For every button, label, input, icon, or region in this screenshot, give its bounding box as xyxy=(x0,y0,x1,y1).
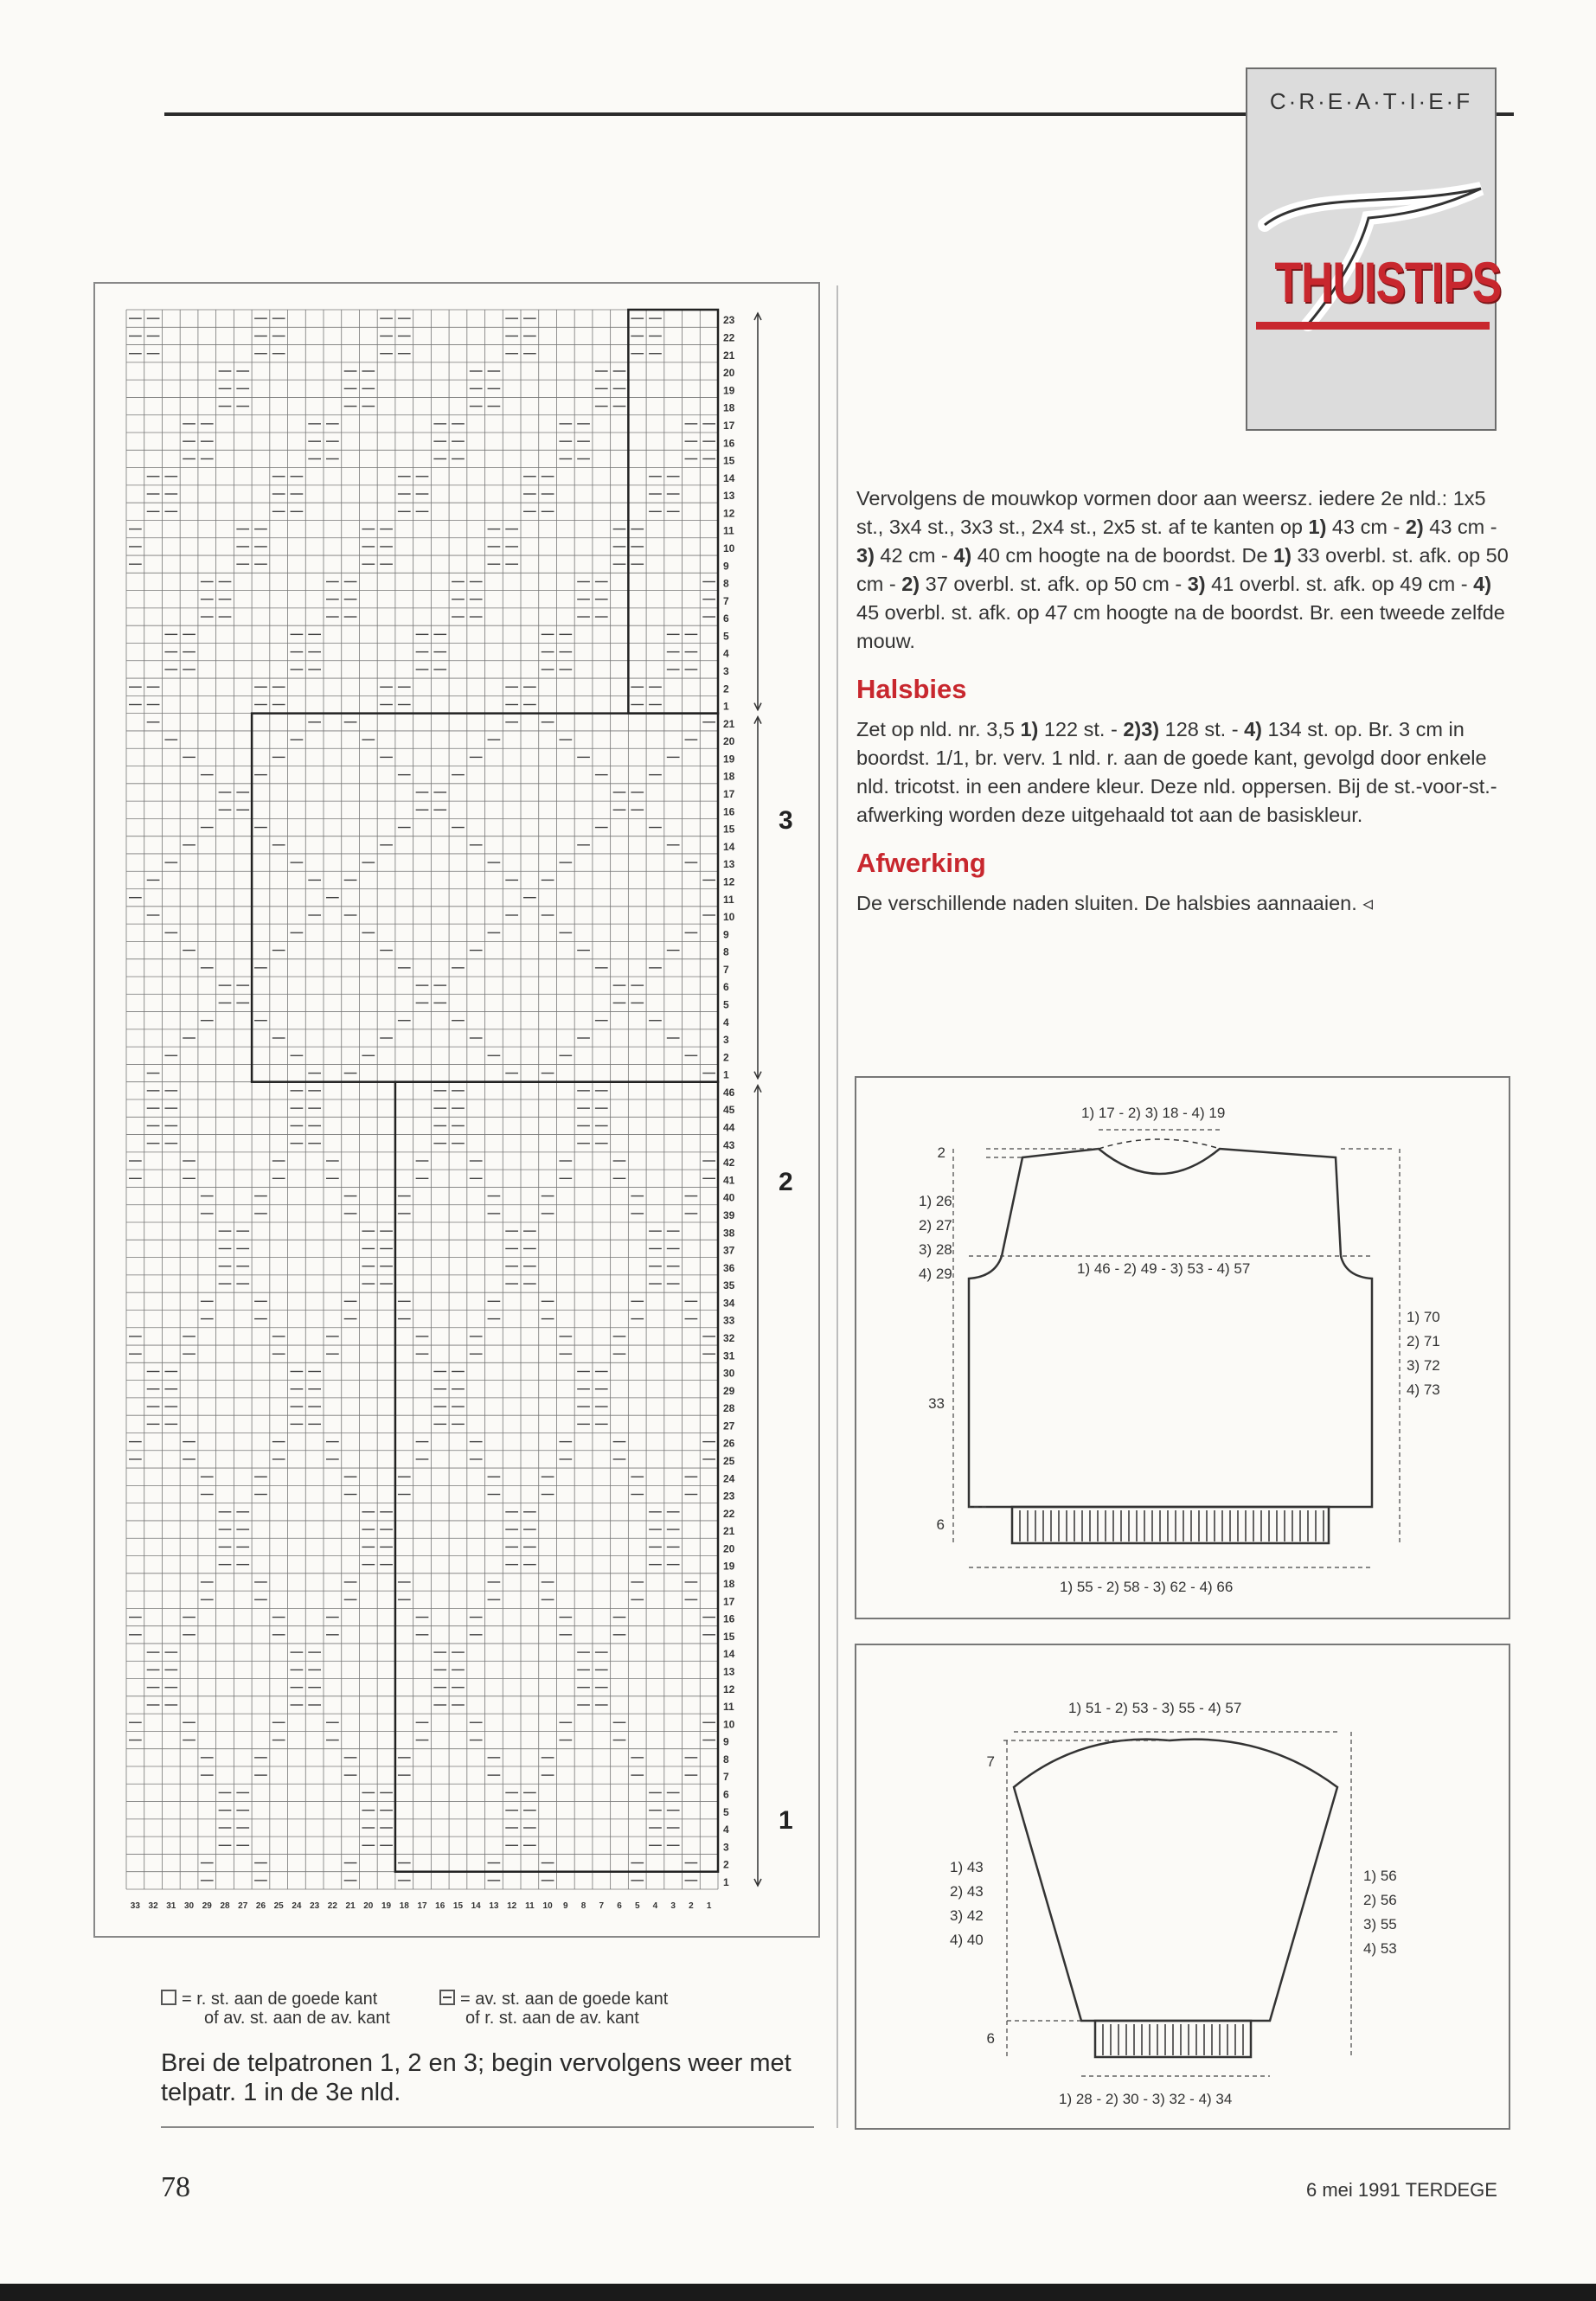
row-number: 23 xyxy=(723,314,735,327)
row-number: 31 xyxy=(723,1349,735,1362)
badge-series-word: C·R·E·A·T·I·E·F xyxy=(1269,88,1473,114)
column-number: 31 xyxy=(166,1901,176,1911)
row-number: 16 xyxy=(723,805,735,818)
column-number: 16 xyxy=(435,1901,445,1911)
column-number: 29 xyxy=(202,1901,212,1911)
row-number: 8 xyxy=(723,1753,729,1766)
row-number: 6 xyxy=(723,981,729,994)
row-number: 6 xyxy=(723,1788,729,1801)
text-run: 33 overbl. st. afk. op 50 cm - xyxy=(856,544,1509,595)
size-marker: 1) xyxy=(1020,718,1039,740)
row-number: 19 xyxy=(723,1560,735,1573)
row-number: 46 xyxy=(723,1086,735,1099)
row-number: 28 xyxy=(723,1402,735,1415)
row-number: 34 xyxy=(723,1297,735,1310)
row-number: 21 xyxy=(723,717,735,730)
row-number: 3 xyxy=(723,1034,729,1047)
text-run: 128 st. - xyxy=(1159,718,1245,740)
sleeve-left-2: 2) 43 xyxy=(950,1883,984,1900)
front-body-outline xyxy=(969,1149,1372,1507)
heading-halsbies: Halsbies xyxy=(856,674,967,704)
front-armhole-4: 4) 29 xyxy=(919,1266,952,1282)
legend-knit xyxy=(161,1990,390,2028)
column-number: 8 xyxy=(580,1901,586,1911)
column-number: 12 xyxy=(507,1901,517,1911)
row-number: 5 xyxy=(723,630,729,643)
row-number: 30 xyxy=(723,1367,735,1380)
text-run: 43 cm - xyxy=(1423,516,1497,538)
row-number: 7 xyxy=(723,594,729,607)
sleeve-left-1: 1) 43 xyxy=(950,1859,984,1875)
text-run: 41 overbl. st. afk. op 49 cm - xyxy=(1205,573,1474,595)
front-armhole-3: 3) 28 xyxy=(919,1241,952,1258)
front-armhole-1: 1) 26 xyxy=(919,1193,952,1209)
sleeve-left-3: 3) 42 xyxy=(950,1907,984,1924)
knitting-chart xyxy=(95,284,818,1936)
row-number: 20 xyxy=(723,1542,735,1555)
row-number: 13 xyxy=(723,858,735,871)
row-number: 35 xyxy=(723,1279,735,1292)
front-height-3: 3) 72 xyxy=(1407,1357,1440,1374)
text-run: 134 st. op. Br. 3 cm in boordst. 1/1, br. verv. 1 nld. r. aan de goede kant, gevolgd door enkele nld. tricotst. in een andere kleur. Deze nld. oppersen. Bij de st.-voor-st.-afwerking worden deze uitgehaald tot aan de basiskleur. xyxy=(856,718,1497,826)
text-run: 45 overbl. st. afk. op 47 cm hoogte na de boordst. Br. een tweede zelfde mouw. xyxy=(856,601,1505,652)
sleeve-cap-height-label: 7 xyxy=(986,1753,995,1770)
column-number: 9 xyxy=(563,1901,568,1911)
text-run: 37 overbl. st. afk. op 50 cm - xyxy=(920,573,1188,595)
row-number: 17 xyxy=(723,788,735,801)
row-number: 41 xyxy=(723,1174,735,1187)
column-number: 15 xyxy=(452,1901,464,1911)
pattern-label-2: 2 xyxy=(779,1168,793,1196)
column-number: 22 xyxy=(327,1901,337,1911)
front-body-height-label: 33 xyxy=(928,1395,945,1412)
row-number: 7 xyxy=(723,963,729,976)
row-number: 10 xyxy=(723,1718,735,1731)
size-marker: 2) xyxy=(1405,516,1424,538)
column-number: 6 xyxy=(617,1901,622,1911)
row-number: 29 xyxy=(723,1384,735,1397)
row-number: 45 xyxy=(723,1104,735,1117)
row-number: 2 xyxy=(723,1858,729,1871)
front-neck-depth-label: 2 xyxy=(937,1144,945,1161)
row-number: 2 xyxy=(723,1051,729,1064)
row-number: 22 xyxy=(723,331,735,344)
badge-brand-text: THUISTIPS xyxy=(1274,250,1502,314)
text-run: 43 cm - xyxy=(1326,516,1406,538)
paragraph-afwerking: De verschillende naden sluiten. De halsbies aannaaien. ◃ xyxy=(856,892,1374,914)
row-number: 44 xyxy=(723,1121,735,1134)
row-number: 15 xyxy=(723,823,735,836)
row-number: 1 xyxy=(723,1068,729,1081)
chart-instruction: Brei de telpatronen 1, 2 en 3; begin vervolgens weer met telpatr. 1 in de 3e nld. xyxy=(161,2049,792,2106)
row-number: 33 xyxy=(723,1314,735,1327)
row-number: 40 xyxy=(723,1191,735,1204)
row-number: 14 xyxy=(723,471,735,484)
text-run: Zet op nld. nr. 3,5 xyxy=(856,718,1021,740)
row-number: 4 xyxy=(723,1823,729,1836)
row-number: 15 xyxy=(723,454,735,467)
front-ribbing xyxy=(1012,1507,1329,1543)
front-armhole-2: 2) 27 xyxy=(919,1217,952,1234)
row-number: 36 xyxy=(723,1261,735,1274)
row-number: 3 xyxy=(723,1841,729,1854)
column-number: 2 xyxy=(689,1901,694,1911)
front-schematic-drawing xyxy=(856,1078,1509,1618)
row-number: 43 xyxy=(723,1138,735,1151)
row-number: 11 xyxy=(723,1701,734,1714)
column-number: 25 xyxy=(273,1901,284,1911)
text-run: Vervolgens de mouwkop vormen door aan weersz. iedere 2e nld.: 1x5 st., 3x4 st., 3x3 st., 2x4 st., 2x5 st. af te kanten op xyxy=(856,487,1486,538)
column-number: 17 xyxy=(417,1901,427,1911)
column-number: 1 xyxy=(706,1901,712,1911)
column-number: 27 xyxy=(238,1901,248,1911)
row-number: 21 xyxy=(723,349,735,362)
row-number: 23 xyxy=(723,1490,735,1503)
sleeve-rib-height-label: 6 xyxy=(986,2030,995,2047)
row-number: 42 xyxy=(723,1157,735,1170)
row-number: 1 xyxy=(723,1875,729,1888)
row-number: 16 xyxy=(723,1612,735,1625)
legend-plain-square-icon xyxy=(161,1990,176,2005)
pattern-label-1: 1 xyxy=(779,1806,793,1835)
sleeve-bottom-width-label: 1) 28 - 2) 30 - 3) 32 - 4) 34 xyxy=(1059,2091,1233,2107)
text-run: 40 cm hoogte na de boordst. De xyxy=(971,544,1274,567)
row-number: 20 xyxy=(723,735,735,748)
row-number: 4 xyxy=(723,647,729,660)
knitting-chart-frame xyxy=(93,282,820,1938)
front-height-1: 1) 70 xyxy=(1407,1309,1440,1325)
sleeve-right-3: 3) 55 xyxy=(1363,1916,1397,1932)
size-marker: 3) xyxy=(1187,573,1206,595)
row-number: 6 xyxy=(723,612,729,625)
row-number: 10 xyxy=(723,911,735,924)
chart-row-numbers xyxy=(723,314,735,1888)
paragraph-sleeve-cap xyxy=(856,484,1514,656)
row-number: 22 xyxy=(723,1507,735,1520)
row-number: 1 xyxy=(723,700,729,713)
sleeve-schematic xyxy=(855,1644,1510,2130)
row-number: 10 xyxy=(723,542,735,554)
size-marker: 4) xyxy=(1473,573,1492,595)
row-number: 38 xyxy=(723,1227,735,1240)
column-number: 33 xyxy=(130,1901,140,1911)
row-number: 15 xyxy=(723,1630,735,1643)
row-number: 9 xyxy=(723,928,729,941)
row-number: 11 xyxy=(723,893,734,906)
front-neck-width-label: 1) 17 - 2) 3) 18 - 4) 19 xyxy=(1081,1105,1226,1121)
footer-issue: 6 mei 1991 TERDEGE xyxy=(1306,2179,1497,2201)
sleeve-schematic-drawing xyxy=(856,1645,1509,2128)
legend-purl xyxy=(439,1990,668,2028)
size-marker: 2) xyxy=(901,573,920,595)
text-run: 122 st. - xyxy=(1038,718,1124,740)
front-ribbing-lines xyxy=(1020,1510,1324,1541)
row-number: 7 xyxy=(723,1771,729,1784)
legend-dash-square-icon xyxy=(439,1990,455,2005)
column-number: 14 xyxy=(471,1901,481,1911)
column-number: 28 xyxy=(220,1901,230,1911)
sleeve-ribbing-lines xyxy=(1103,2024,1243,2055)
sleeve-right-4: 4) 53 xyxy=(1363,1940,1397,1957)
row-number: 3 xyxy=(723,665,729,678)
front-chest-label: 1) 46 - 2) 49 - 3) 53 - 4) 57 xyxy=(1077,1260,1251,1277)
row-number: 32 xyxy=(723,1331,735,1344)
sleeve-right-2: 2) 56 xyxy=(1363,1892,1397,1908)
size-marker: 1) xyxy=(1273,544,1292,567)
legend-knit-line2: of av. st. aan de av. kant xyxy=(204,2009,390,2028)
row-number: 18 xyxy=(723,770,735,783)
column-number: 5 xyxy=(634,1901,640,1911)
row-number: 4 xyxy=(723,1016,729,1029)
row-number: 18 xyxy=(723,1578,735,1591)
row-number: 14 xyxy=(723,1648,735,1661)
column-number: 26 xyxy=(255,1901,266,1911)
row-number: 14 xyxy=(723,840,735,853)
scan-edge xyxy=(0,2284,1596,2301)
sleeve-outline xyxy=(1014,1740,1337,2021)
row-number: 8 xyxy=(723,577,729,590)
size-marker: 2)3) xyxy=(1123,718,1160,740)
column-number: 4 xyxy=(652,1901,658,1911)
row-number: 8 xyxy=(723,945,729,958)
column-number: 11 xyxy=(525,1901,535,1911)
row-number: 27 xyxy=(723,1420,735,1433)
thuistips-badge xyxy=(1246,67,1502,431)
row-number: 21 xyxy=(723,1525,735,1538)
legend-purl-line2: of r. st. aan de av. kant xyxy=(465,2009,639,2028)
legend-purl-line1: = av. st. aan de goede kant xyxy=(460,1990,669,2009)
column-number: 21 xyxy=(345,1901,356,1911)
row-number: 19 xyxy=(723,753,735,766)
sleeve-right-1: 1) 56 xyxy=(1363,1868,1397,1884)
column-number: 7 xyxy=(599,1901,605,1911)
row-number: 17 xyxy=(723,1595,735,1608)
instruction-rule xyxy=(161,2126,814,2128)
size-marker: 1) xyxy=(1308,516,1327,538)
column-number: 20 xyxy=(363,1901,374,1911)
front-height-4: 4) 73 xyxy=(1407,1381,1440,1398)
row-number: 18 xyxy=(723,401,735,414)
row-number: 12 xyxy=(723,507,735,520)
chart-pattern-brackets xyxy=(754,313,761,1886)
column-number: 18 xyxy=(399,1901,409,1911)
row-number: 24 xyxy=(723,1472,735,1485)
row-number: 11 xyxy=(723,524,734,537)
row-number: 20 xyxy=(723,367,735,380)
row-number: 5 xyxy=(723,998,729,1011)
row-number: 13 xyxy=(723,1665,735,1678)
sleeve-left-4: 4) 40 xyxy=(950,1932,984,1948)
row-number: 12 xyxy=(723,875,735,888)
row-number: 5 xyxy=(723,1805,729,1818)
column-number: 19 xyxy=(381,1901,392,1911)
size-marker: 4) xyxy=(953,544,972,567)
size-marker: 3) xyxy=(856,544,875,567)
front-bottom-width-label: 1) 55 - 2) 58 - 3) 62 - 4) 66 xyxy=(1060,1579,1234,1595)
row-number: 19 xyxy=(723,384,735,397)
row-number: 39 xyxy=(723,1208,735,1221)
page-number: 78 xyxy=(161,2171,190,2203)
badge-red-bar xyxy=(1256,322,1490,330)
row-number: 13 xyxy=(723,490,735,503)
front-height-2: 2) 71 xyxy=(1407,1333,1440,1349)
pattern-label-3: 3 xyxy=(779,806,793,835)
column-number: 10 xyxy=(542,1901,553,1911)
column-number: 23 xyxy=(310,1901,320,1911)
row-number: 16 xyxy=(723,437,735,450)
row-number: 26 xyxy=(723,1437,735,1450)
row-number: 17 xyxy=(723,419,735,432)
sleeve-top-width-label: 1) 51 - 2) 53 - 3) 55 - 4) 57 xyxy=(1068,1700,1242,1716)
front-rib-height-label: 6 xyxy=(936,1516,945,1533)
chart-column-numbers xyxy=(131,1901,712,1911)
front-schematic xyxy=(855,1076,1510,1619)
size-marker: 4) xyxy=(1244,718,1262,740)
row-number: 25 xyxy=(723,1455,735,1468)
paragraph-halsbies xyxy=(856,715,1514,830)
column-number: 32 xyxy=(148,1901,158,1911)
legend-knit-line1: = r. st. aan de goede kant xyxy=(182,1990,378,2009)
row-number: 9 xyxy=(723,1735,729,1748)
column-number: 13 xyxy=(489,1901,499,1911)
column-number: 24 xyxy=(292,1901,302,1911)
row-number: 12 xyxy=(723,1682,735,1695)
column-number: 30 xyxy=(183,1901,195,1911)
column-divider xyxy=(836,285,838,2128)
row-number: 9 xyxy=(723,560,729,573)
column-number: 3 xyxy=(670,1901,676,1911)
heading-afwerking: Afwerking xyxy=(856,848,986,878)
row-number: 37 xyxy=(723,1244,735,1257)
article-body xyxy=(856,484,1514,918)
row-number: 2 xyxy=(723,683,729,695)
text-run: 42 cm - xyxy=(874,544,954,567)
